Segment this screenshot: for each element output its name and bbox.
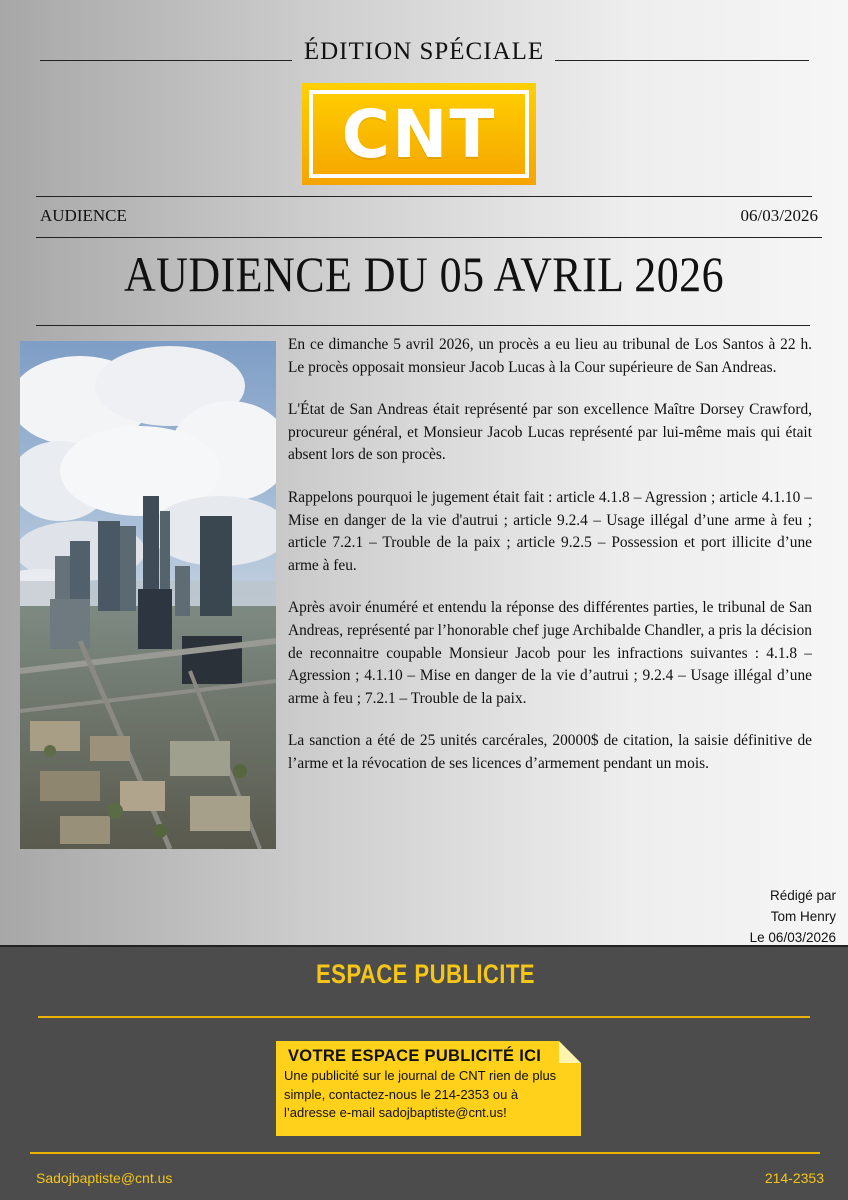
article-paragraph: En ce dimanche 5 avril 2026, un procès a eu lieu au tribunal de Los Santos à 22 h. Le procès opposait monsieur Jacob Lucas à la Cour supérieure de San Andreas. — [288, 336, 812, 376]
credit-author: Tom Henry — [770, 909, 836, 924]
article-paragraph: La sanction a été de 25 unités carcérales, 20000$ de citation, la saisie définitive de l’arme et la révocation de ses licences d’armement pendant un mois. — [288, 732, 812, 772]
article-paragraph: Après avoir énuméré et entendu la réponse des différentes parties, le tribunal de San Andreas, représenté par l’honorable chef juge Archibalde Chandler, a pris la décision de reconnaitre coupable Monsieur Jacob pour les infractions suivantes : 4.1.8 – Agression ; 4.1.10 – Mise en danger de la vie d’autrui ; 9.2.4 – Usage illégal d’une arme à feu ; 7.2.1 – Trouble de la paix. — [288, 599, 812, 707]
article-body — [288, 334, 812, 796]
ad-divider-top — [38, 1016, 810, 1018]
issue-date: 06/03/2026 — [740, 206, 818, 225]
article-paragraph: Rappelons pourquoi le jugement était fait : article 4.1.8 – Agression ; article 4.1.10 – Mise en danger de la vie d'autrui ; article 9.2.4 – Usage illégal d’une arme à feu ; article 7.2.1 – Trouble de la paix ; article 9.2.5 – Possession et port illicite d’une arme à feu. — [288, 488, 812, 574]
credit-label: Rédigé par — [769, 888, 836, 903]
headline: AUDIENCE DU 05 AVRIL 2026 — [123, 246, 725, 302]
ad-placeholder-box[interactable] — [276, 1041, 581, 1136]
ad-box-title: VOTRE ESPACE PUBLICITÉ ICI — [288, 1047, 542, 1065]
city-photo — [20, 341, 276, 849]
ad-section-title: ESPACE PUBLICITE — [316, 959, 535, 989]
article-paragraph: L'État de San Andreas était représenté par son excellence Maître Dorsey Crawford, procureur général, et Monsieur Jacob Lucas représenté par lui-même mais qui était absent lors de son procès. — [288, 401, 812, 464]
cnt-logo — [302, 83, 536, 185]
cnt-logo-text: CNT — [309, 90, 529, 178]
header-rule-mid — [36, 237, 822, 238]
ad-divider-bottom — [30, 1152, 820, 1154]
page-fold-corner — [559, 1041, 581, 1063]
footer-phone: 214-2353 — [764, 1170, 824, 1186]
credit-date: Le 06/03/2026 — [749, 930, 836, 945]
author-credit — [750, 885, 836, 948]
header-rule-top — [36, 196, 812, 197]
ad-box-text: Une publicité sur le journal de CNT rien de plus simple, contactez-nous le 214-2353 ou à l’adresse e-mail sadojbaptiste@cnt.us! — [284, 1068, 557, 1120]
rubric-label: AUDIENCE — [40, 206, 127, 225]
edition-label: ÉDITION SPÉCIALE — [303, 38, 545, 65]
headline-rule — [36, 325, 810, 326]
masthead-rule-right — [555, 60, 809, 61]
footer-email-link[interactable]: Sadojbaptiste@cnt.us — [36, 1170, 173, 1186]
